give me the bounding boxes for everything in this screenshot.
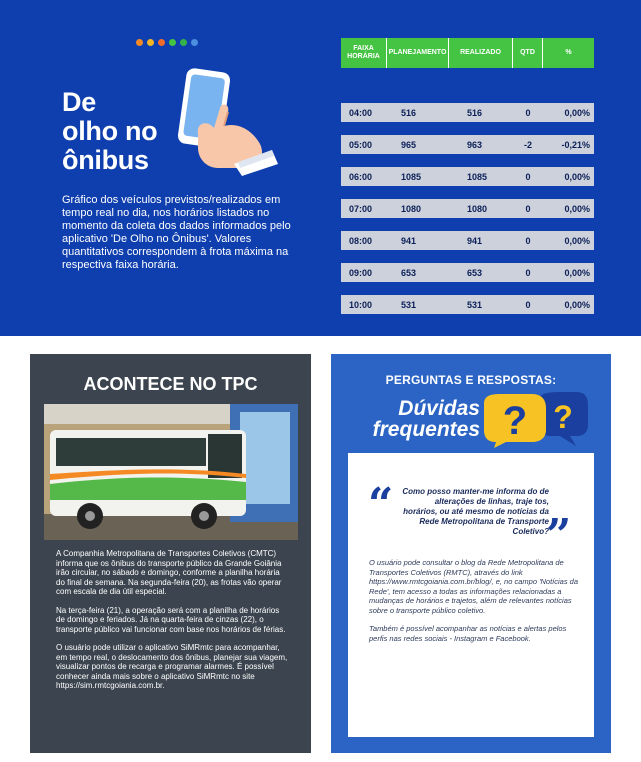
cell-planned: 653 <box>401 267 417 278</box>
cell-pct: 0,00% <box>564 299 590 310</box>
table-row <box>341 135 594 154</box>
headline-line-2: olho no <box>62 116 158 146</box>
news-paragraph-3: O usuário pode utilizar o aplicativo SiMRmtc para acompanhar, em tempo real, o deslocamento dos ônibus, planejar sua viagem, visualizar pontos de recarga e programar alarmes. É possível conhecer ainda mais sobre o aplicativo SiMRmtc no site https://sim.rmtcgoiania.com.br. <box>56 643 288 690</box>
dot <box>169 39 176 46</box>
table-row <box>341 199 594 218</box>
cell-qty: 0 <box>525 171 531 182</box>
dot <box>158 39 165 46</box>
news-paragraph-2: Na terça-feira (21), a operação será com a planilha de horários de domingo e feriados. Já na quarta-feira de cinzas (22), o transporte público vai funcionar com base nos horários de férias. <box>56 605 286 634</box>
open-quote-icon: “ <box>368 479 394 530</box>
hand-phone-icon <box>168 64 280 176</box>
header-percent: % <box>565 49 572 56</box>
cell-planned: 516 <box>401 107 417 118</box>
cell-pct: 0,00% <box>564 267 590 278</box>
cell-hour: 10:00 <box>349 299 373 310</box>
cell-done: 531 <box>467 299 483 310</box>
cell-done: 941 <box>467 235 483 246</box>
cell-qty: 0 <box>525 203 531 214</box>
cell-planned: 1085 <box>401 171 422 182</box>
bus-photo <box>44 404 298 540</box>
table-row <box>341 295 594 314</box>
headline-line-3: ônibus <box>62 145 149 175</box>
fleet-table <box>341 38 594 314</box>
cell-pct: -0,21% <box>561 139 590 150</box>
cell-qty: -2 <box>523 139 532 150</box>
cell-pct: 0,00% <box>564 107 590 118</box>
cell-planned: 1080 <box>401 203 422 214</box>
cell-planned: 531 <box>401 299 417 310</box>
close-quote-icon: ” <box>546 510 572 561</box>
news-title: ACONTECE NO TPC <box>83 374 258 394</box>
faq-title-line-1: Dúvidas <box>398 397 480 420</box>
cell-done: 963 <box>467 139 483 150</box>
headline-line-1: De <box>62 87 96 117</box>
table-header <box>341 38 594 68</box>
headline <box>62 88 157 175</box>
svg-text:?: ? <box>553 399 573 435</box>
faq-question: Como posso manter-me informa do de alterações de linhas, traje tos, horários, ou até mesmo de notícias da Rede Metropolitana de Transporte Coletivo? <box>402 487 549 536</box>
header-realizado: REALIZADO <box>449 38 513 68</box>
table-row <box>341 231 594 250</box>
cell-pct: 0,00% <box>564 171 590 182</box>
table-row <box>341 103 594 122</box>
header-qtd: QTD <box>513 38 543 68</box>
faq-title-line-2: frequentes <box>372 418 480 441</box>
intro-text: Gráfico dos veículos previstos/realizados em tempo real no dia, nos horários listados no momento da coleta dos dados informados pelo aplicativo 'De Olho no Ônibus'. Valores quantitativos correspondem à frota máxima na respectiva faixa horária. <box>62 194 291 271</box>
cell-hour: 04:00 <box>349 107 373 118</box>
faq-answer <box>369 558 579 652</box>
cell-hour: 08:00 <box>349 235 373 246</box>
cell-planned: 941 <box>401 235 417 246</box>
cell-done: 1085 <box>467 171 488 182</box>
dot <box>147 39 154 46</box>
dot <box>180 39 187 46</box>
cell-qty: 0 <box>525 267 531 278</box>
dot <box>191 39 198 46</box>
color-dots <box>136 39 198 46</box>
cell-pct: 0,00% <box>564 203 590 214</box>
cell-done: 653 <box>467 267 483 278</box>
header-planejamento: PLANEJAMENTO <box>387 38 449 68</box>
faq-answer-paragraph-1: O usuário pode consultar o blog da Rede Metropolitana de Transportes Coletivos (RMTC), através do link https://www.rmtcgoiania.com.br/blog/, e, no campo 'Notícias da Rede', tem acesso a todas as informações relacionadas a mudanças de horários e trajetos, além de relevantes notícias sobre o transporte público coletivo. <box>369 558 579 615</box>
cell-qty: 0 <box>525 235 531 246</box>
table-row <box>341 167 594 186</box>
cell-planned: 965 <box>401 139 417 150</box>
news-body <box>56 549 288 700</box>
header-faixa: FAIXA HORÁRIA <box>341 38 387 68</box>
cell-done: 516 <box>467 107 483 118</box>
cell-hour: 06:00 <box>349 171 373 182</box>
cell-done: 1080 <box>467 203 488 214</box>
question-mark-icon <box>480 392 590 448</box>
news-paragraph-1: A Companhia Metropolitana de Transportes Coletivos (CMTC) informa que os ônibus do transporte público da Grande Goiânia irão circular, no sábado e domingo, conforme a planilha horária do final de semana. Na segunda-feira (20), as frotas vão operar com escala de dia útil especial. <box>56 549 282 596</box>
cell-hour: 09:00 <box>349 267 373 278</box>
svg-text:?: ? <box>502 399 528 443</box>
faq-answer-paragraph-2: Também é possível acompanhar as notícias e alertas pelos perfis nas redes sociais - Instagram e Facebook. <box>369 624 567 643</box>
cell-pct: 0,00% <box>564 235 590 246</box>
dot <box>136 39 143 46</box>
faq-title <box>355 398 480 440</box>
faq-subtitle: PERGUNTAS E RESPOSTAS: <box>385 373 557 387</box>
cell-hour: 07:00 <box>349 203 373 214</box>
table-row <box>341 263 594 282</box>
cell-qty: 0 <box>525 107 531 118</box>
cell-hour: 05:00 <box>349 139 373 150</box>
cell-qty: 0 <box>525 299 531 310</box>
